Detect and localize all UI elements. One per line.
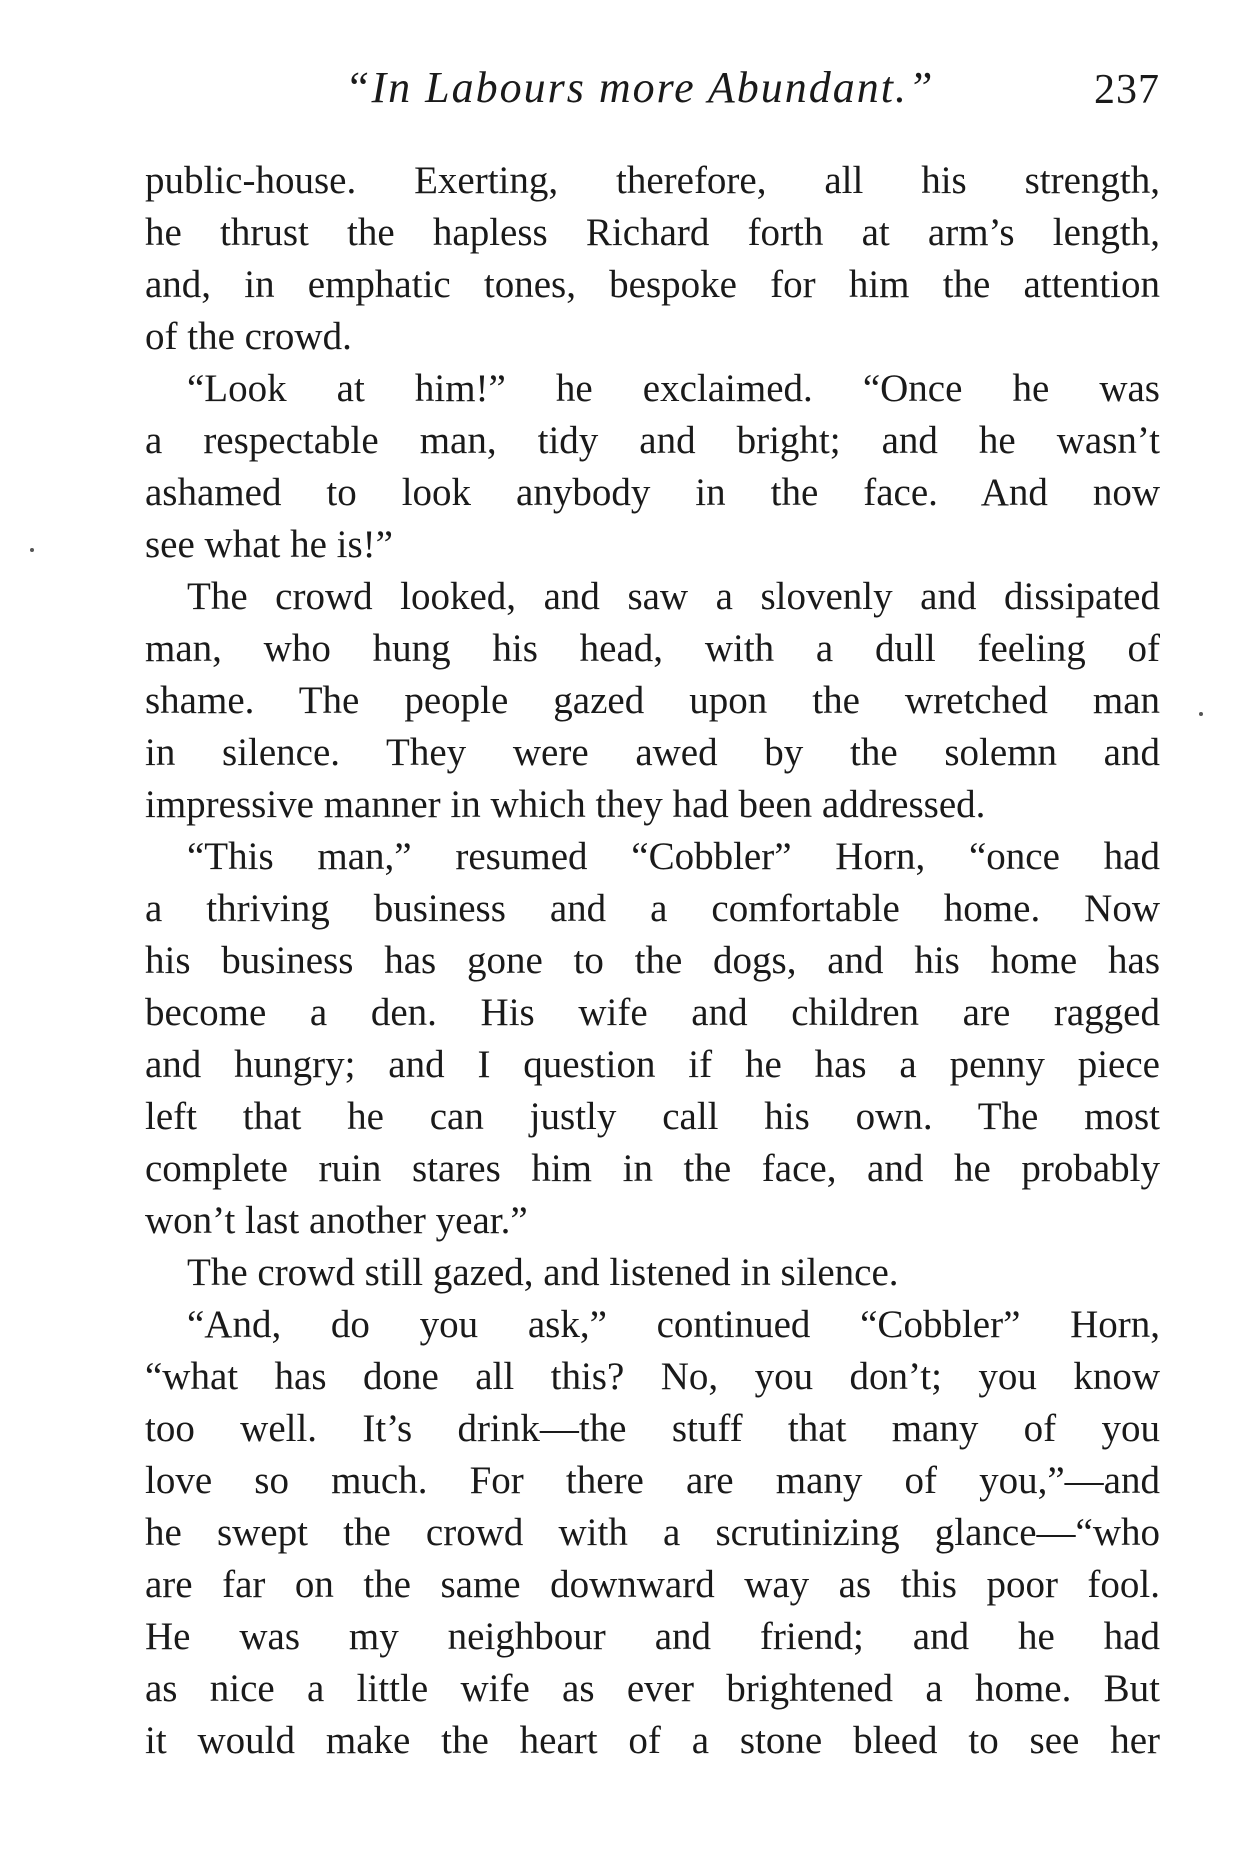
running-head: “In Labours more Abundant.” [345, 63, 935, 112]
text-line: The crowd looked, and saw a slovenly and dissipated [187, 575, 1160, 618]
text-line: see what he is!” [145, 523, 393, 566]
text-line: as nice a little wife as ever brightened a home. But [145, 1667, 1160, 1710]
text-line: love so much. For there are many of you,”—and [145, 1459, 1160, 1502]
text-line: public-house. Exerting, therefore, all his strength, [145, 159, 1160, 202]
text-line: of the crowd. [145, 315, 352, 358]
text-line: “This man,” resumed “Cobbler” Horn, “once had [187, 835, 1160, 878]
text-line: He was my neighbour and friend; and he had [145, 1615, 1160, 1658]
text-line: a thriving business and a comfortable home. Now [145, 887, 1160, 930]
text-line: and, in emphatic tones, bespoke for him the attention [145, 263, 1160, 306]
text-line: impressive manner in which they had been addressed. [145, 783, 986, 826]
text-line: a respectable man, tidy and bright; and he wasn’t [145, 419, 1160, 462]
text-line: shame. The people gazed upon the wretched man [145, 679, 1160, 722]
scan-speck [30, 548, 34, 552]
text-line: and hungry; and I question if he has a penny piece [145, 1043, 1160, 1086]
text-line: complete ruin stares him in the face, and he probably [145, 1147, 1160, 1190]
text-line: man, who hung his head, with a dull feeling of [145, 627, 1160, 670]
text-line: in silence. They were awed by the solemn and [145, 731, 1160, 774]
text-line: “what has done all this? No, you don’t; you know [145, 1355, 1160, 1398]
text-line: left that he can justly call his own. The most [145, 1095, 1160, 1138]
text-line: ashamed to look anybody in the face. And now [145, 471, 1160, 514]
text-line: won’t last another year.” [145, 1199, 528, 1242]
text-line: are far on the same downward way as this poor fool. [145, 1563, 1160, 1606]
text-line: he swept the crowd with a scrutinizing glance—“who [145, 1511, 1160, 1554]
text-line: too well. It’s drink—the stuff that many of you [145, 1407, 1160, 1450]
page-header [145, 62, 1160, 132]
page-number: 237 [1094, 67, 1160, 113]
text-line: his business has gone to the dogs, and his home has [145, 939, 1160, 982]
text-line: it would make the heart of a stone bleed to see her [145, 1719, 1160, 1762]
text-line: The crowd still gazed, and listened in silence. [187, 1251, 899, 1294]
body-text [145, 155, 1160, 1767]
text-line: “Look at him!” he exclaimed. “Once he was [187, 367, 1160, 410]
text-line: “And, do you ask,” continued “Cobbler” Horn, [187, 1303, 1160, 1346]
text-line: become a den. His wife and children are ragged [145, 991, 1160, 1034]
scan-speck [1199, 712, 1203, 716]
text-line: he thrust the hapless Richard forth at arm’s length, [145, 211, 1160, 254]
